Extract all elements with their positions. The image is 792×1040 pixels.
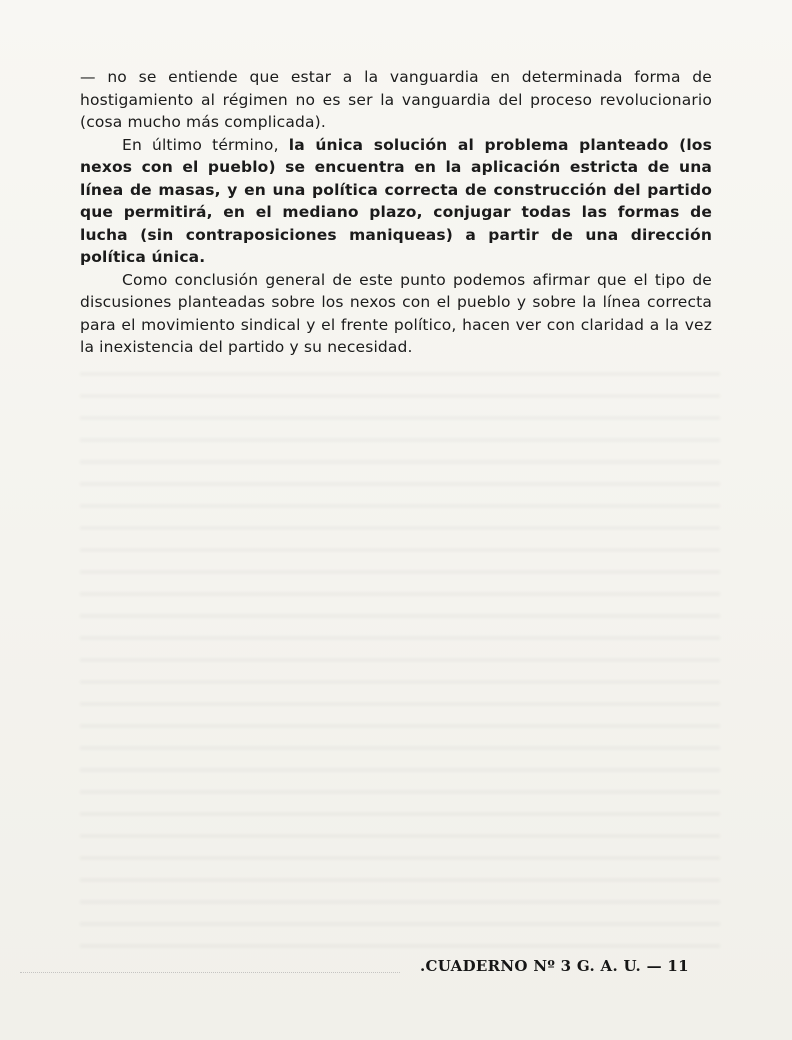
paragraph-conclusion: Como conclusión general de este punto podemos afirmar que el tipo de discusiones planteadas sobre los nexos con el pueblo y sobre la línea correcta para el movimiento sindical y el frente político, hacen ver con claridad a la vez la inexistencia del partido y su necesidad. — [80, 270, 712, 356]
paragraph-intro: En último término, — [122, 135, 289, 154]
page-footer: .CUADERNO Nº 3 G. A. U. — 11 — [420, 957, 689, 975]
paragraph-ultimo-termino — [80, 134, 712, 269]
bleed-through-texture — [80, 360, 720, 950]
footer-rule — [20, 972, 400, 973]
body-text — [80, 66, 712, 359]
paragraph-bold-statement: la única solución al problema planteado (los nexos con el pueblo) se encuentra en la aplicación estricta de una línea de masas, y en una política correcta de construcción del partido que permitirá, en el mediano plazo, conjugar todas las formas de lucha (sin contraposiciones maniqueas) a partir de una dirección política única. — [80, 135, 712, 266]
paragraph-hostigamiento: — no se entiende que estar a la vanguardia en determinada forma de hostigamiento al régimen no es ser la vanguardia del proceso revolucionario (cosa mucho más complicada). — [80, 68, 712, 131]
